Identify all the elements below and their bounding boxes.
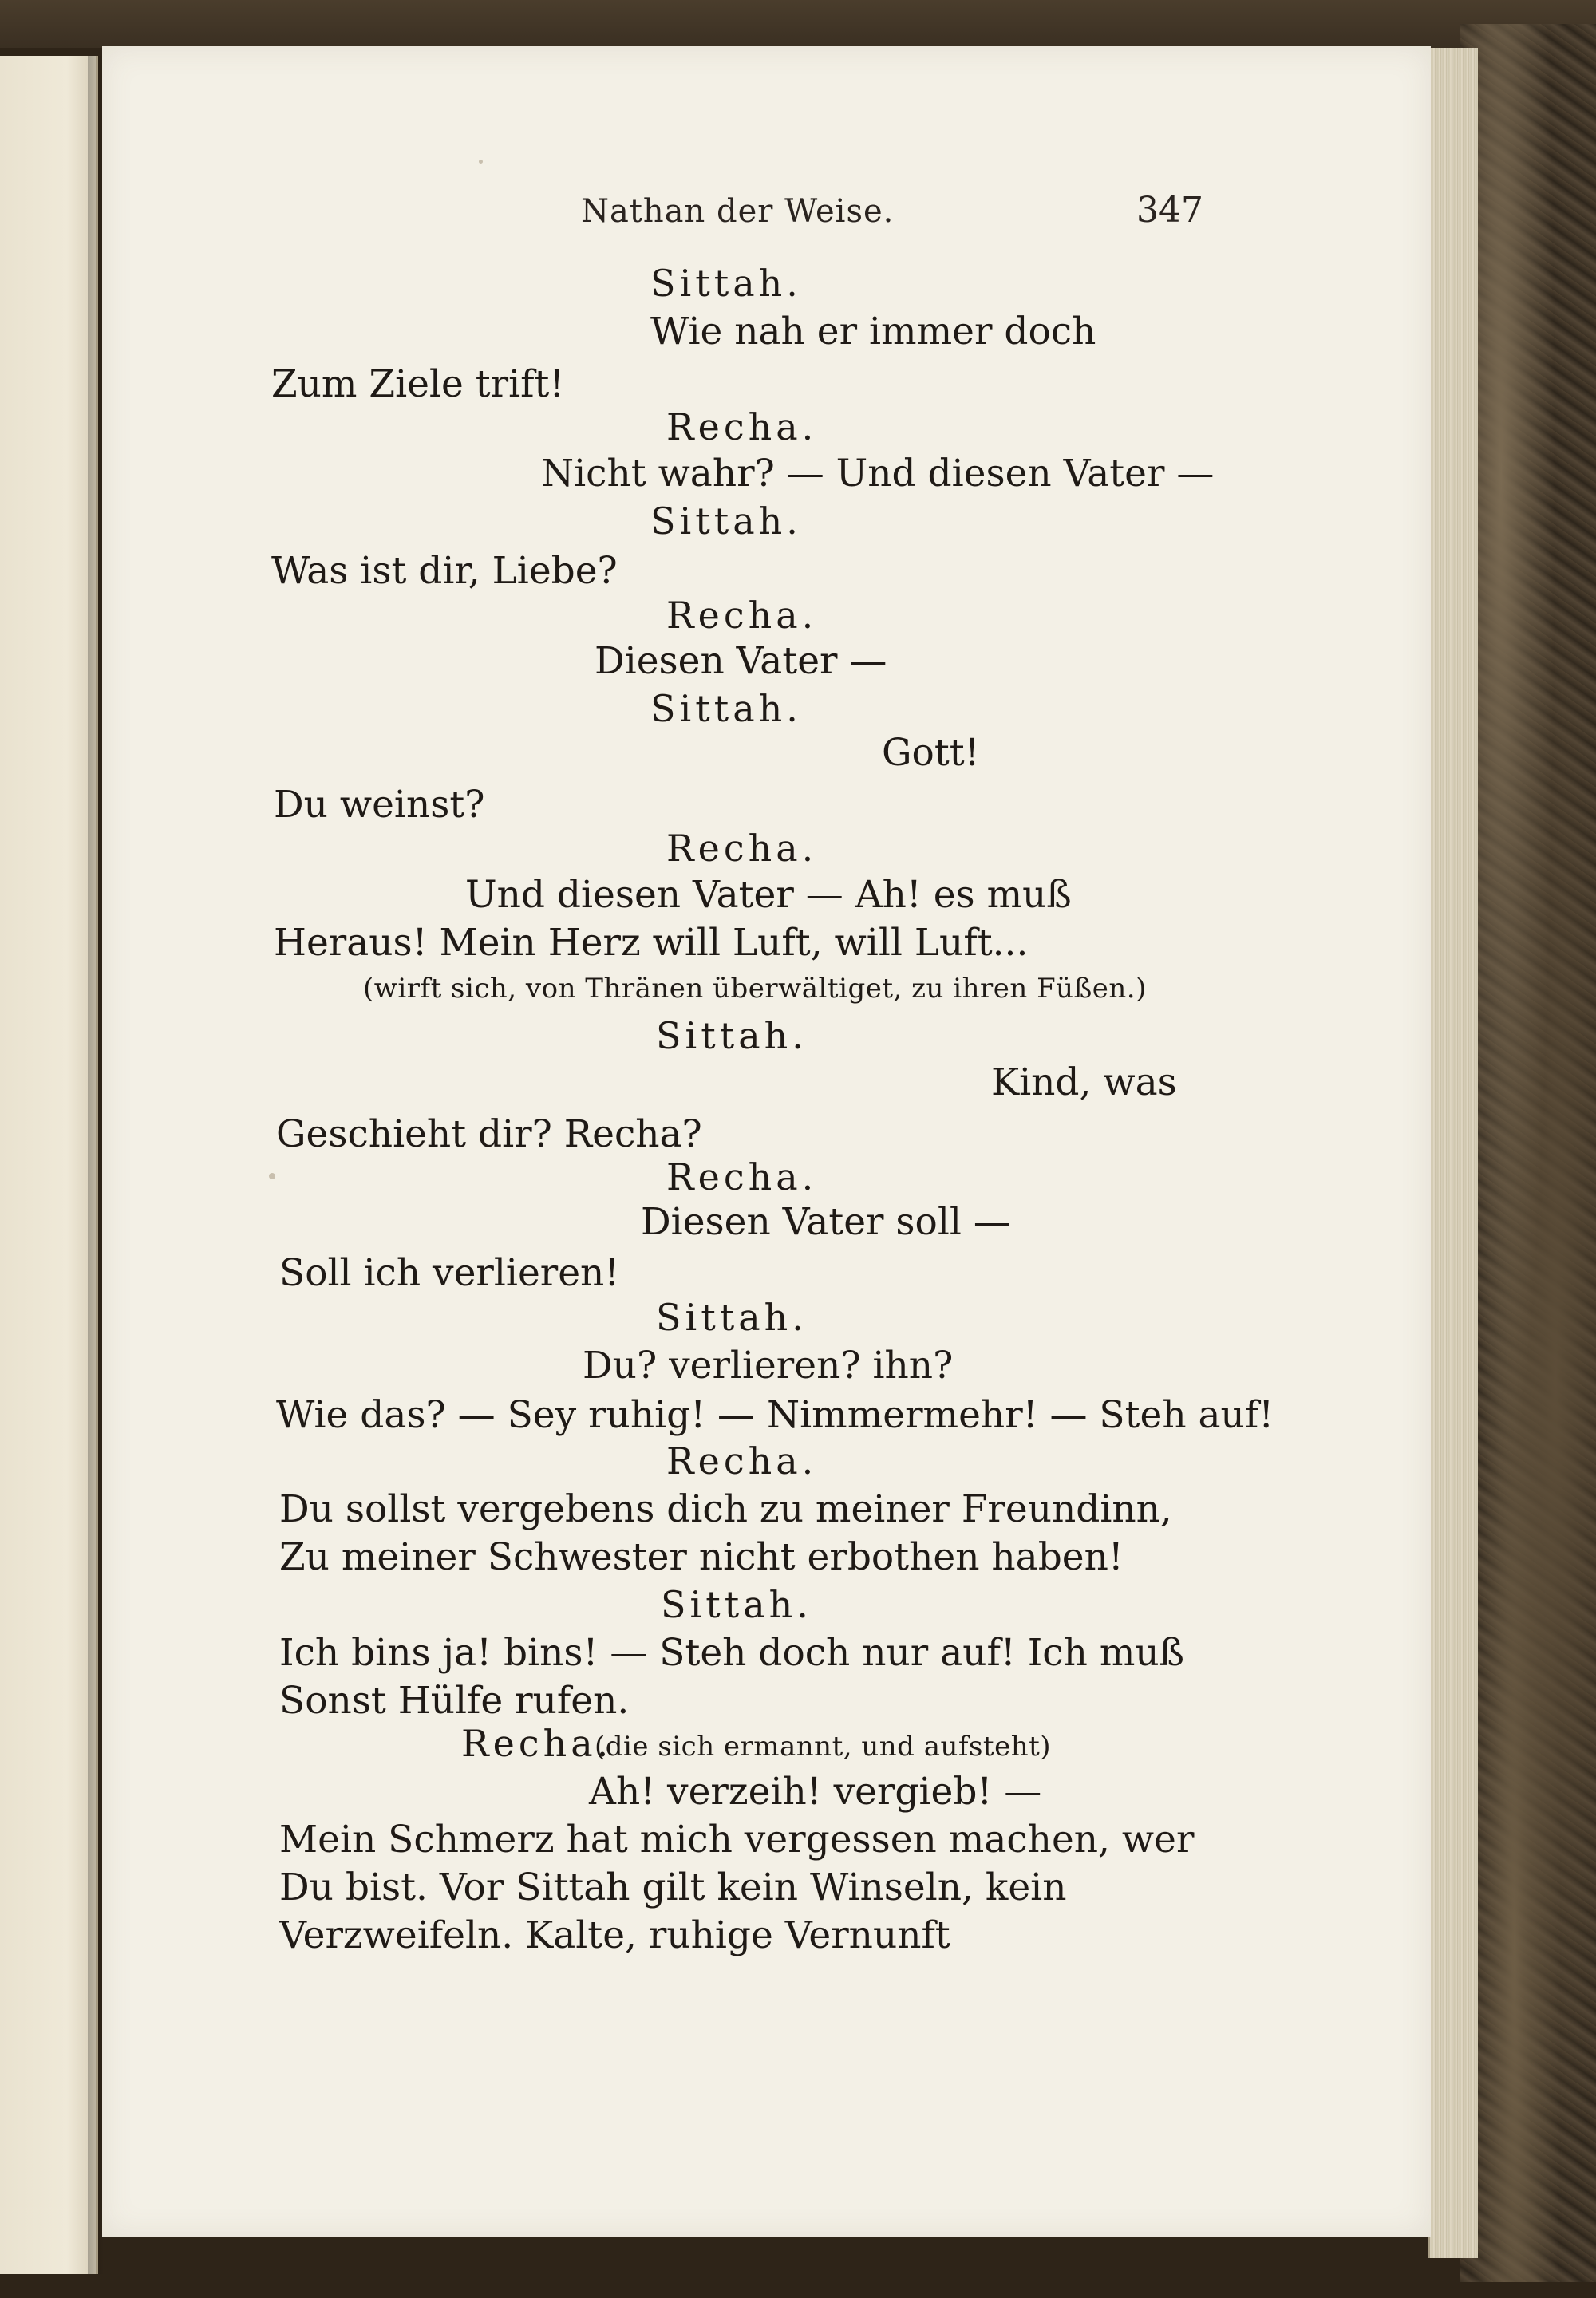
verse-line: Zu meiner Schwester nicht erbothen haben! [279, 1535, 1124, 1579]
verse-line: Du weinst? [274, 783, 485, 827]
gutter-shadow [88, 56, 104, 2274]
verse-line: Gott! [882, 731, 980, 775]
verse-line: Wie das? — Sey ruhig! — Nimmermehr! — Steh auf! [276, 1393, 1274, 1437]
verse-line: Diesen Vater soll — [641, 1200, 1011, 1244]
verse-line: Diesen Vater — [595, 639, 887, 683]
speaker-sittah: Sittah. [650, 687, 802, 730]
verse-line: Soll ich verlieren! [279, 1251, 620, 1295]
speaker-sittah: Sittah. [650, 499, 802, 543]
verse-line: Zum Ziele trift! [271, 362, 565, 406]
speaker-sittah: Sittah. [650, 262, 802, 305]
verse-line: Kind, was [991, 1060, 1177, 1104]
speaker-recha: Recha. [666, 827, 818, 870]
speaker-sittah: Sittah. [661, 1583, 812, 1626]
paper-speck [269, 1173, 275, 1179]
verse-line: Heraus! Mein Herz will Luft, will Luft... [274, 921, 1029, 965]
verse-line: Ich bins ja! bins! — Steh doch nur auf! Ich muß [279, 1631, 1185, 1675]
verse-line: Sonst Hülfe rufen. [279, 1679, 630, 1723]
verse-line: Du? verlieren? ihn? [583, 1344, 954, 1388]
verse-line: Du sollst vergebens dich zu meiner Freundinn, [279, 1487, 1172, 1531]
verse-line: Ah! verzeih! vergieb! — [589, 1770, 1042, 1814]
stage-direction: (wirft sich, von Thränen überwältiget, zu ihren Füßen.) [363, 973, 1147, 1005]
page-number: 347 [1136, 190, 1203, 231]
marbled-cover [1460, 24, 1596, 2282]
page-header [102, 185, 1203, 241]
speaker-recha: Recha. [666, 1439, 818, 1483]
stage-direction: (die sich ermannt, und aufsteht) [595, 1731, 1052, 1763]
paper-speck [479, 160, 483, 164]
verse-line: Was ist dir, Liebe? [271, 549, 618, 593]
verse-line: Mein Schmerz hat mich vergessen machen, wer [279, 1818, 1195, 1862]
verse-line: Nicht wahr? — Und diesen Vater — [541, 452, 1215, 496]
background [0, 0, 1596, 48]
running-title: Nathan der Weise. [581, 193, 895, 230]
speaker-sittah: Sittah. [656, 1296, 808, 1339]
verse-line: Und diesen Vater — Ah! es muß [465, 873, 1072, 917]
page-edges [1428, 48, 1478, 2258]
verse-line: Geschieht dir? Recha? [276, 1112, 702, 1156]
left-page [0, 56, 98, 2274]
speaker-recha: Recha. [666, 405, 818, 448]
verse-line: Du bist. Vor Sittah gilt kein Winseln, kein [279, 1866, 1067, 1909]
verse-line: Wie nah er immer doch [650, 310, 1096, 353]
verse-line: Verzweifeln. Kalte, ruhige Vernunft [279, 1913, 950, 1957]
speaker-recha: Recha. [461, 1722, 613, 1765]
speaker-sittah: Sittah. [656, 1014, 808, 1057]
speaker-recha: Recha. [666, 594, 818, 637]
speaker-recha: Recha. [666, 1155, 818, 1198]
